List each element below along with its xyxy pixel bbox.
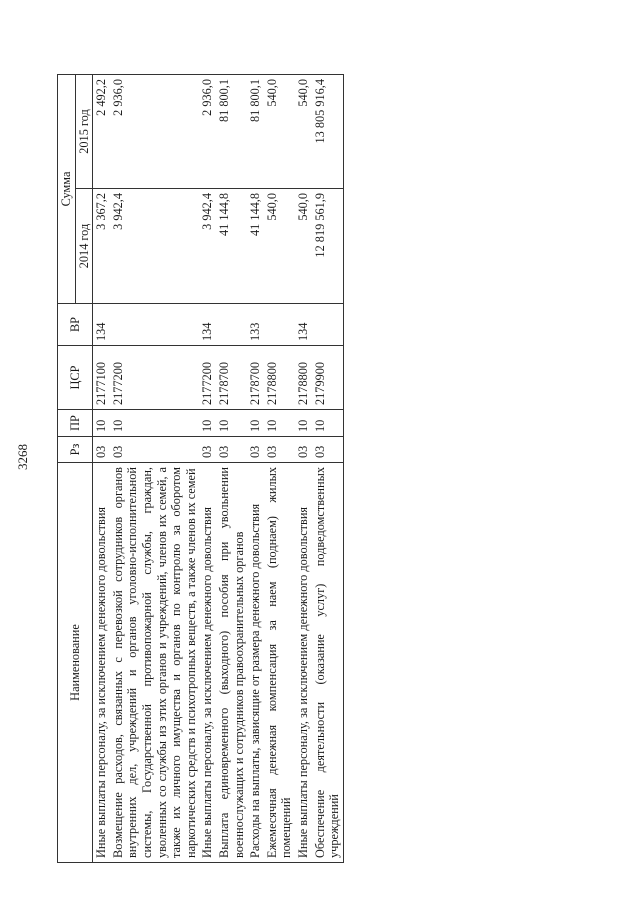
row-rz: 03 [312,437,344,463]
row-vr: 134 [93,304,110,346]
row-name: Иные выплаты персоналу, за исключением денежного довольствия [93,463,110,863]
table-row [264,74,295,862]
row-2014: 3 942,4 [199,189,216,304]
row-csr: 2178800 [264,346,295,410]
row-rz: 03 [199,437,216,463]
row-vr: 133 [247,304,264,346]
row-csr: 2178700 [216,346,247,410]
budget-table [57,74,344,863]
row-pr: 10 [295,410,312,437]
row-rz: 03 [110,437,200,463]
row-vr [312,304,344,346]
table-row [295,74,312,862]
table-row [110,74,200,862]
row-csr: 2177100 [93,346,110,410]
row-pr: 10 [264,410,295,437]
header-sum: Сумма [58,74,76,303]
row-2015: 13 805 916,4 [312,74,344,188]
header-2014: 2014 год [75,189,93,304]
row-2015: 81 800,1 [216,74,247,188]
row-pr: 10 [216,410,247,437]
header-rz: Рз [58,437,93,463]
row-2015: 2 492,2 [93,74,110,188]
row-2014: 41 144,8 [247,189,264,304]
row-name: Иные выплаты персоналу, за исключением денежного довольствия [199,463,216,863]
row-2014: 540,0 [264,189,295,304]
row-rz: 03 [93,437,110,463]
header-pr: ПР [58,410,93,437]
row-pr: 10 [93,410,110,437]
row-csr: 2178800 [295,346,312,410]
row-pr: 10 [247,410,264,437]
row-2014: 540,0 [295,189,312,304]
row-rz: 03 [264,437,295,463]
row-pr: 10 [312,410,344,437]
header-csr: ЦСР [58,346,93,410]
row-2014: 3 367,2 [93,189,110,304]
row-pr: 10 [199,410,216,437]
table-row [216,74,247,862]
row-name: Расходы на выплаты, зависящие от размера денежного довольствия [247,463,264,863]
row-csr: 2177200 [110,346,200,410]
row-2015: 81 800,1 [247,74,264,188]
header-2015: 2015 год [75,74,93,188]
row-csr: 2178700 [247,346,264,410]
row-pr: 10 [110,410,200,437]
row-name: Обеспечение деятельности (оказание услуг) подведомственных учреждений [312,463,344,863]
row-vr: 134 [295,304,312,346]
row-name: Ежемесячная денежная компенсация за наем (поднаем) жилых помещений [264,463,295,863]
table-row [199,74,216,862]
table-row [312,74,344,862]
table-row [93,74,110,862]
row-csr: 2179900 [312,346,344,410]
row-vr [110,304,200,346]
page-number: 3268 [15,444,30,470]
table-body [93,74,344,862]
row-vr [264,304,295,346]
row-2014: 12 819 561,9 [312,189,344,304]
table-row [247,74,264,862]
row-2015: 540,0 [264,74,295,188]
row-vr: 134 [199,304,216,346]
row-rz: 03 [247,437,264,463]
row-2015: 2 936,0 [199,74,216,188]
row-name: Возмещение расходов, связанных с перевозкой сотрудников органов внутренних дел, учреждений и органов уголовно-исполнительной системы, Государственной противопожарной службы, граждан, уволенных со службы из этих органов и учреждений, членов их семей, а также их личного имущества и органов по контролю за оборотом наркотических средств и психотропных веществ, а также членов их семей [110,463,200,863]
row-name: Выплата единовременного (выходного) пособия при увольнении военнослужащих и сотрудников правоохранительных органов [216,463,247,863]
row-2015: 540,0 [295,74,312,188]
row-csr: 2177200 [199,346,216,410]
header-vr: ВР [58,304,93,346]
table-header [58,74,93,862]
row-name: Иные выплаты персоналу, за исключением денежного довольствия [295,463,312,863]
row-rz: 03 [216,437,247,463]
row-2014: 3 942,4 [110,189,200,304]
header-name: Наименование [58,463,93,863]
row-2014: 41 144,8 [216,189,247,304]
row-rz: 03 [295,437,312,463]
row-2015: 2 936,0 [110,74,200,188]
row-vr [216,304,247,346]
